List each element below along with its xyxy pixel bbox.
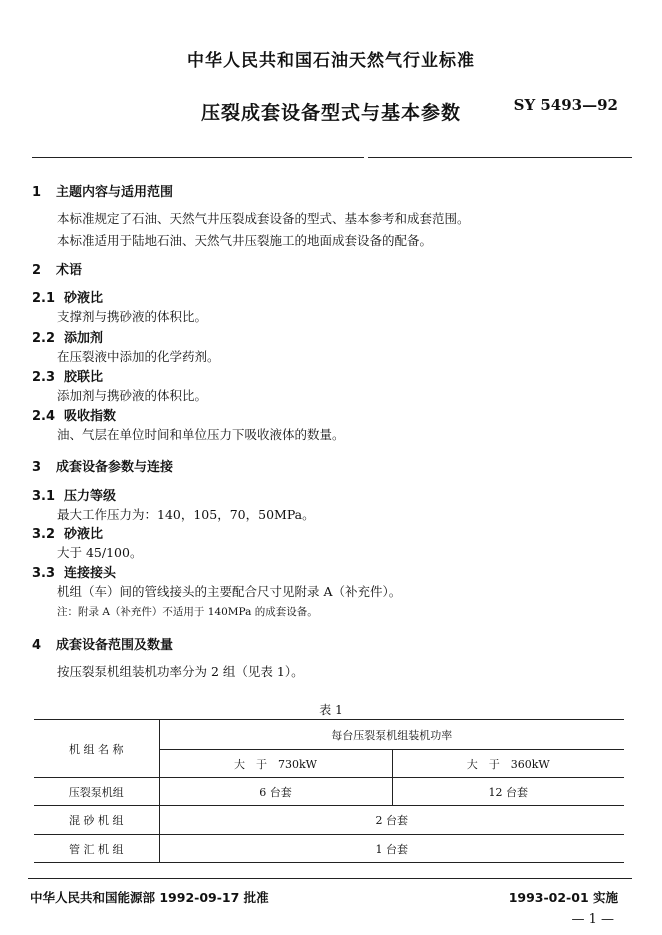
section-number: 4 [32,638,42,653]
section-title: 术语 [56,263,83,278]
section-4-paragraph: 按压裂泵机组装机功率分为 2 组（见表 1）。 [57,664,304,679]
section-title: 主题内容与适用范围 [56,185,174,200]
clause-2-1-definition: 支撑剂与携砂液的体积比。 [57,309,208,324]
clause-3-3-definition: 机组（车）间的管线接头的主要配合尺寸见附录 A（补充件）。 [57,584,402,599]
footer-rule [28,878,632,879]
header-rule-left [32,157,364,158]
term: 吸收指数 [64,409,117,424]
standard-code: SY 5493—92 [513,96,618,114]
page-number: — 1 — [571,912,614,927]
term: 砂液比 [64,291,104,306]
header-rule-right [368,157,632,158]
effective-date: 1993-02-01 实施 [508,890,618,905]
clause-2-1-heading [32,287,103,306]
clause-number: 3.2 [32,527,56,542]
clause-3-1-heading [32,485,116,504]
clause-number: 3.3 [32,566,56,581]
issuing-organization: 中华人民共和国石油天然气行业标准 [187,51,475,71]
section-title: 成套设备参数与连接 [56,460,174,475]
clause-2-3-definition: 添加剂与携砂液的体积比。 [57,388,208,403]
table-1-caption: 表 1 [319,703,343,717]
clause-3-2-definition: 大于 45/100。 [57,545,143,560]
section-number: 1 [32,185,42,200]
section-number: 2 [32,263,42,278]
cell-value: 12 台套 [392,778,624,806]
term: 连接接头 [64,566,117,581]
table-1 [34,719,624,863]
cell-value: 6 台套 [159,778,392,806]
clause-3-1-definition: 最大工作压力为：140，105，70，50MPa。 [57,507,315,522]
section-3-note: 注：附录 A（补充件）不适用于 140MPa 的成套设备。 [57,606,318,618]
section-1-paragraph-1: 本标准规定了石油、天然气井压裂成套设备的型式、基本参考和成套范围。 [57,211,470,226]
cell-value: 1 台套 [159,835,624,863]
row-name: 压裂泵机组 [34,778,159,806]
clause-number: 3.1 [32,489,56,504]
term: 胶联比 [64,370,104,385]
term: 添加剂 [64,331,104,346]
clause-2-4-definition: 油、气层在单位时间和单位压力下吸收液体的数量。 [57,427,345,442]
section-3-heading [32,456,173,475]
clause-2-2-definition: 在压裂液中添加的化学药剂。 [57,349,220,364]
sub-header-730kw: 大 于 730kW [159,750,392,778]
section-1-paragraph-2: 本标准适用于陆地石油、天然气井压裂施工的地面成套设备的配备。 [57,233,433,248]
clause-number: 2.2 [32,331,56,346]
table-row [34,835,624,863]
sub-header-360kw: 大 于 360kW [392,750,624,778]
section-4-heading [32,634,173,653]
term: 压力等级 [64,489,117,504]
row-name: 管 汇 机 组 [34,835,159,863]
column-header-group: 每台压裂泵机组装机功率 [159,720,624,750]
section-title: 成套设备范围及数量 [56,638,174,653]
term: 砂液比 [64,527,104,542]
document-title: 压裂成套设备型式与基本参数 [200,102,461,124]
clause-number: 2.4 [32,409,56,424]
table-row [34,806,624,835]
clause-2-4-heading [32,405,116,424]
clause-3-2-heading [32,523,103,542]
clause-3-3-heading [32,562,116,581]
clause-number: 2.1 [32,291,56,306]
section-number: 3 [32,460,42,475]
clause-2-3-heading [32,366,103,385]
section-1-heading [32,181,173,200]
row-name: 混 砂 机 组 [34,806,159,835]
clause-number: 2.3 [32,370,56,385]
cell-value: 2 台套 [159,806,624,835]
clause-2-2-heading [32,327,103,346]
section-2-heading [32,259,82,278]
table-row [34,778,624,806]
approval-line: 中华人民共和国能源部 1992-09-17 批准 [30,890,269,905]
column-header-unit-name: 机 组 名 称 [34,720,159,778]
